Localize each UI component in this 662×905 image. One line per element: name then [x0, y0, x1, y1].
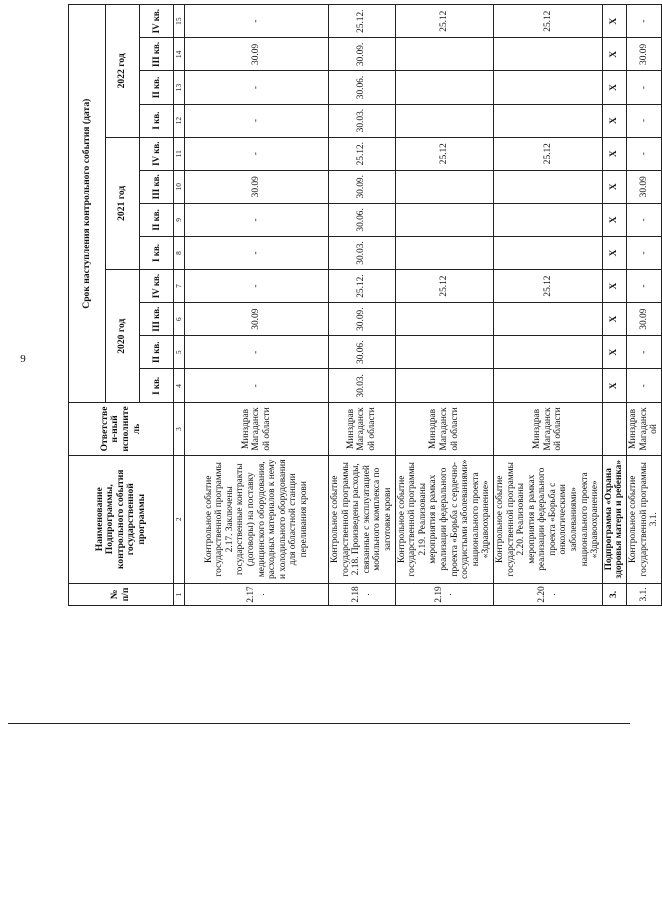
index-cell: 10: [174, 170, 185, 203]
date-cell: [493, 236, 602, 269]
date-cell: [493, 369, 602, 403]
date-cell: -: [185, 137, 329, 170]
date-cell: -: [627, 71, 662, 104]
date-cell: 25.12: [395, 137, 493, 170]
date-cell: -: [185, 104, 329, 137]
date-cell: X: [602, 137, 626, 170]
row-name: Контрольное событие государственной программы 2.19. Реализованы мероприятия в рамках реализации федерального проекта «Борьба с сердечно-сосудистыми заболеваниями» национального проекта «Здравоохранение»: [395, 455, 493, 583]
row-name: Контрольное событие государственной программы 2.20. Реализованы мероприятия в рамках реализации федерального проекта «Борьба с онкологическими заболеваниями» национального проекта «Здравоохранение»: [493, 455, 602, 583]
date-cell: 25.12.: [329, 137, 396, 170]
date-cell: X: [602, 38, 626, 71]
date-cell: [493, 38, 602, 71]
date-cell: 30.09.: [329, 303, 396, 336]
header-num: № п/п: [69, 583, 174, 605]
date-cell: -: [185, 336, 329, 369]
row-number: 3.: [602, 583, 626, 605]
header-year-2022: 2022 год: [106, 5, 140, 138]
date-cell: X: [602, 104, 626, 137]
date-cell: [395, 38, 493, 71]
row-executor: [602, 403, 626, 455]
table-row: [185, 5, 329, 606]
date-cell: X: [602, 369, 626, 403]
row-number: 2.18.: [329, 583, 396, 605]
header-year-2021: 2021 год: [106, 137, 140, 269]
header-quarter: III кв.: [140, 303, 174, 336]
date-cell: 30.06.: [329, 336, 396, 369]
page-number: [14, 354, 32, 364]
date-cell: X: [602, 71, 626, 104]
date-cell: 30.03.: [329, 236, 396, 269]
date-cell: -: [627, 5, 662, 38]
index-cell: 2: [174, 455, 185, 583]
date-cell: X: [602, 336, 626, 369]
date-cell: [493, 104, 602, 137]
date-cell: 25.12.: [329, 270, 396, 303]
date-cell: -: [185, 71, 329, 104]
date-cell: [395, 369, 493, 403]
date-cell: [395, 303, 493, 336]
date-cell: 30.09: [185, 170, 329, 203]
index-cell: 6: [174, 303, 185, 336]
row-executor: Минздрав Магаданской области: [395, 403, 493, 455]
date-cell: 25.12: [395, 5, 493, 38]
row-name: Контрольное событие государственной программы 3.1.: [627, 455, 662, 583]
date-cell: -: [185, 203, 329, 236]
date-cell: [493, 71, 602, 104]
date-cell: 25.12: [493, 270, 602, 303]
row-number: 3.1.: [627, 583, 662, 605]
date-cell: -: [185, 369, 329, 403]
row-name: Подпрограмма «Охрана здоровья матери и ребенка»: [602, 455, 626, 583]
table-row: [627, 5, 662, 606]
date-cell: [493, 203, 602, 236]
date-cell: X: [602, 203, 626, 236]
date-cell: [493, 336, 602, 369]
date-cell: X: [602, 5, 626, 38]
date-cell: 30.06.: [329, 71, 396, 104]
header-row-1: [69, 5, 106, 606]
row-number: 2.20.: [493, 583, 602, 605]
header-quarter: II кв.: [140, 71, 174, 104]
date-cell: 30.09: [185, 38, 329, 71]
date-cell: -: [627, 137, 662, 170]
date-cell: 30.09: [627, 303, 662, 336]
date-cell: -: [627, 104, 662, 137]
date-cell: X: [602, 270, 626, 303]
index-cell: 1: [174, 583, 185, 605]
date-cell: 30.06.: [329, 203, 396, 236]
rotated-table-wrapper: [68, 4, 660, 606]
index-cell: 5: [174, 336, 185, 369]
date-cell: [493, 303, 602, 336]
index-cell: 13: [174, 71, 185, 104]
date-cell: X: [602, 236, 626, 269]
date-cell: -: [185, 270, 329, 303]
date-cell: [395, 236, 493, 269]
index-cell: 4: [174, 369, 185, 403]
date-cell: 25.12: [493, 137, 602, 170]
date-cell: -: [185, 236, 329, 269]
date-cell: X: [602, 303, 626, 336]
row-name: Контрольное событие государственной программы 2.18. Произведены расходы, связанные с эксплуатацией мобильного комплекса по заготовке крови: [329, 455, 396, 583]
row-number: 2.17.: [185, 583, 329, 605]
date-cell: [395, 170, 493, 203]
date-cell: 25.12: [493, 5, 602, 38]
date-cell: [395, 336, 493, 369]
date-cell: -: [185, 5, 329, 38]
header-quarter: II кв.: [140, 336, 174, 369]
date-cell: -: [627, 236, 662, 269]
header-quarter: I кв.: [140, 369, 174, 403]
row-executor: Минздрав Магаданской: [627, 403, 662, 455]
table-row: [493, 5, 602, 606]
table-row: [329, 5, 396, 606]
date-cell: 30.09.: [329, 170, 396, 203]
index-cell: 11: [174, 137, 185, 170]
date-cell: 30.03.: [329, 369, 396, 403]
index-cell: 8: [174, 236, 185, 269]
table-row: [395, 5, 493, 606]
date-cell: [395, 104, 493, 137]
index-cell: 15: [174, 5, 185, 38]
date-cell: [493, 170, 602, 203]
index-cell: 7: [174, 270, 185, 303]
index-cell: 14: [174, 38, 185, 71]
row-name: Контрольное событие государственной программы 2.17. Заключены государственные контракты (договоры) на поставку медицинского оборудования, расходных материалов к нему и холодильного оборудования для областной станции переливания крови: [185, 455, 329, 583]
header-quarter: II кв.: [140, 203, 174, 236]
date-cell: 30.09: [185, 303, 329, 336]
page-number-text: 9: [20, 353, 26, 365]
header-exec: Ответствен-ный исполнитель: [69, 403, 174, 455]
date-cell: [395, 203, 493, 236]
index-cell: 3: [174, 403, 185, 455]
row-executor: Минздрав Магаданской области: [185, 403, 329, 455]
date-cell: 30.09: [627, 38, 662, 71]
date-cell: -: [627, 336, 662, 369]
header-quarter: III кв.: [140, 170, 174, 203]
date-cell: -: [627, 270, 662, 303]
header-quarter: IV кв.: [140, 270, 174, 303]
control-events-table: [68, 4, 662, 606]
date-cell: X: [602, 170, 626, 203]
header-quarter: I кв.: [140, 236, 174, 269]
header-name: Наименование Подпрограммы, контрольного события государственной программы: [69, 455, 174, 583]
index-cell: 12: [174, 104, 185, 137]
date-cell: 30.09.: [329, 38, 396, 71]
date-cell: [395, 71, 493, 104]
date-cell: 25.12: [395, 270, 493, 303]
date-cell: 25.12.: [329, 5, 396, 38]
index-cell: 9: [174, 203, 185, 236]
date-cell: -: [627, 369, 662, 403]
header-quarter: I кв.: [140, 104, 174, 137]
row-number: 2.19.: [395, 583, 493, 605]
horizontal-rule: [8, 723, 630, 724]
header-quarter: IV кв.: [140, 5, 174, 38]
date-cell: -: [627, 203, 662, 236]
header-quarter: IV кв.: [140, 137, 174, 170]
index-row: [174, 5, 185, 606]
date-cell: 30.03.: [329, 104, 396, 137]
table-row-subprogram: [602, 5, 626, 606]
header-year-2020: 2020 год: [106, 270, 140, 403]
header-dates: Срок наступления контрольного события (дата): [69, 5, 106, 403]
row-executor: Минздрав Магаданской области: [329, 403, 396, 455]
header-quarter: III кв.: [140, 38, 174, 71]
row-executor: Минздрав Магаданской области: [493, 403, 602, 455]
date-cell: 30.09: [627, 170, 662, 203]
